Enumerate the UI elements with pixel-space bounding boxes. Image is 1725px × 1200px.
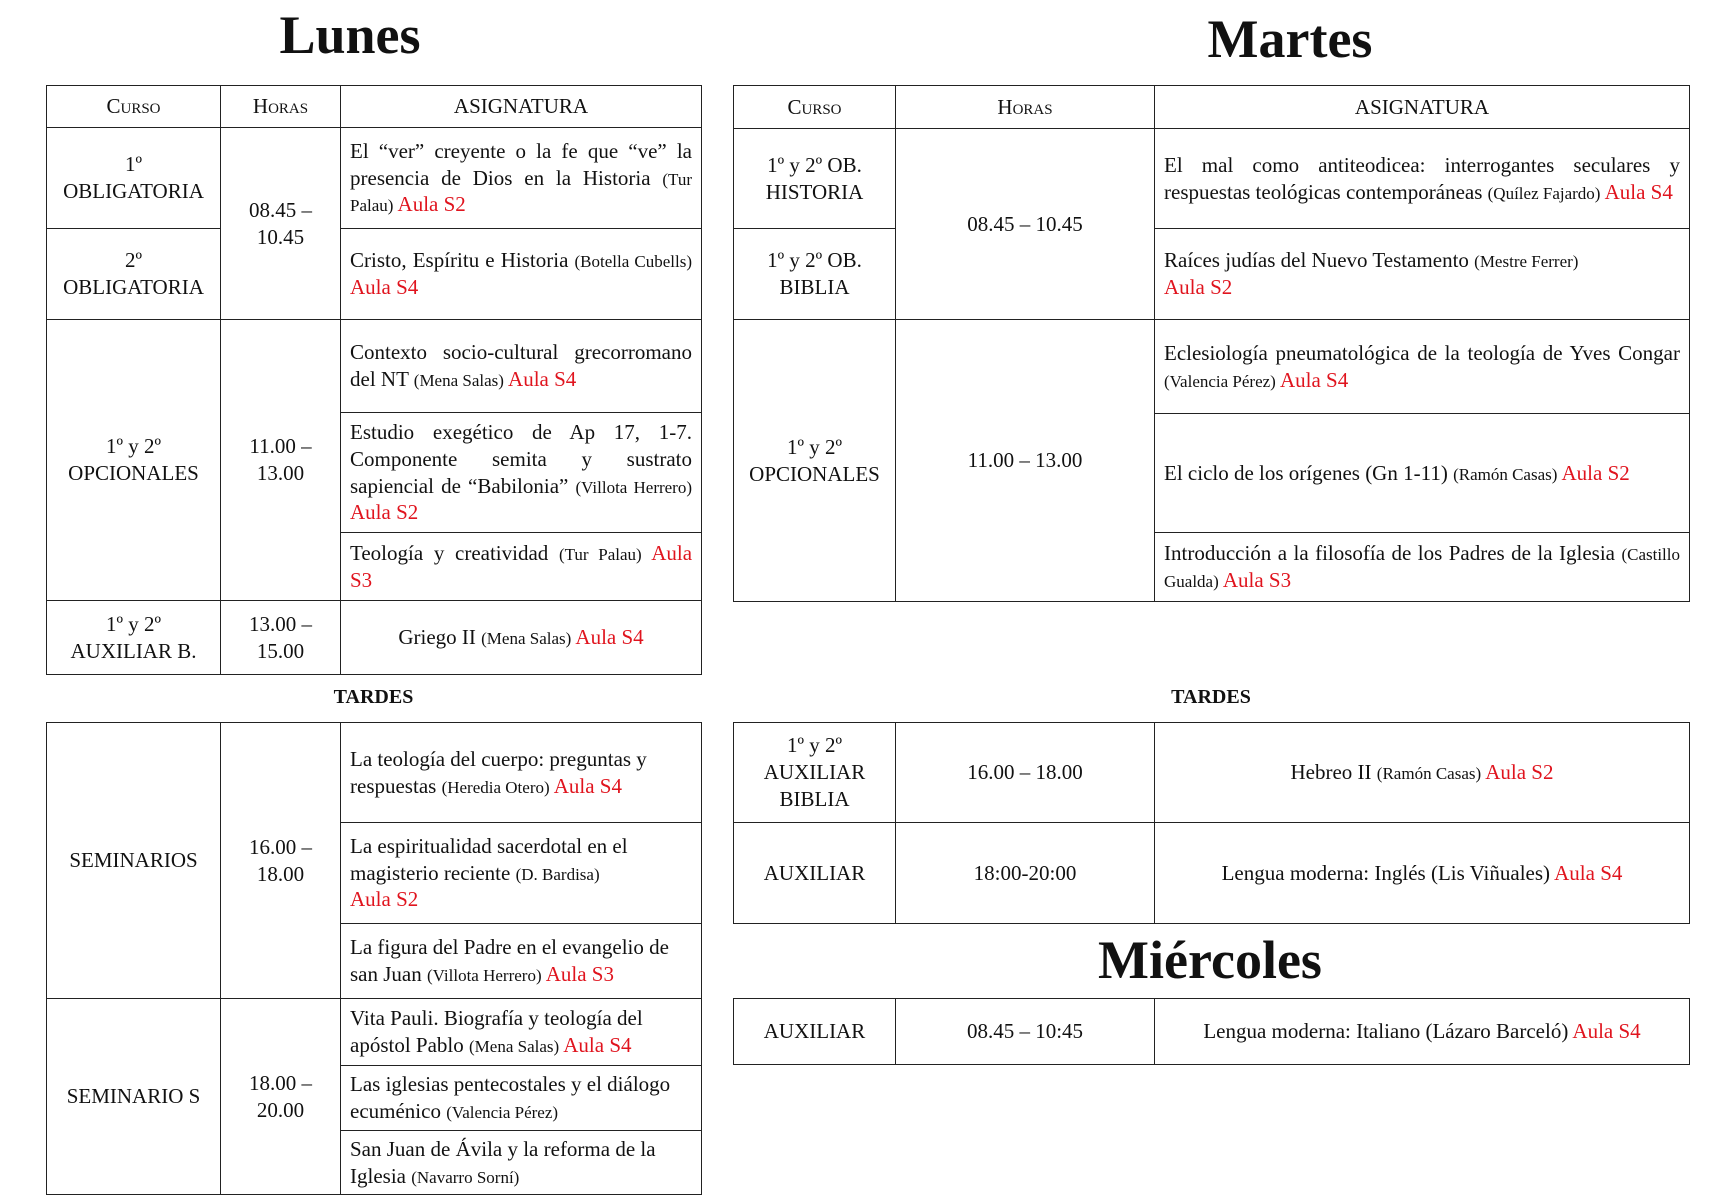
subject-cell bbox=[341, 229, 702, 320]
subject-title: La espiritualidad sacerdotal en el magisterio reciente bbox=[350, 833, 628, 885]
professor: (D. Bardisa) bbox=[515, 864, 600, 884]
subject-cell bbox=[341, 320, 702, 413]
horas-cell: 18:00-20:00 bbox=[896, 823, 1155, 924]
table-row bbox=[734, 723, 1690, 823]
aula-label: Aula S4 bbox=[1572, 1019, 1641, 1044]
curso-cell: SEMINARIOS bbox=[47, 723, 221, 999]
subject-cell bbox=[341, 128, 702, 229]
professor: (Villota Herrero) bbox=[575, 477, 693, 497]
professor: (Valencia Pérez) bbox=[1164, 371, 1276, 391]
subject-cell bbox=[1155, 414, 1690, 533]
aula-label: Aula S4 bbox=[1554, 860, 1623, 885]
curso-cell: 1º y 2º AUXILIAR BIBLIA bbox=[734, 723, 896, 823]
subject-title: Eclesiología pneumatológica de la teología de Yves Congar bbox=[1164, 340, 1680, 365]
header-horas: Horas bbox=[221, 86, 341, 128]
subject-title: Vita Pauli. Biografía y teología del apóstol Pablo bbox=[350, 1006, 643, 1057]
subject-cell bbox=[341, 924, 702, 999]
subject-cell bbox=[341, 999, 702, 1066]
professor: (Ramón Casas) bbox=[1453, 464, 1558, 484]
aula-label: Aula S2 bbox=[350, 887, 419, 912]
subject-title: La teología del cuerpo: preguntas y respuestas bbox=[350, 746, 647, 798]
horas-cell: 11.00 – 13.00 bbox=[896, 320, 1155, 602]
subject-title: Griego II bbox=[398, 625, 476, 650]
subject-title: Estudio exegético de Ap 17, 1-7. Componente semita y sustrato sapiencial de “Babilonia” bbox=[350, 419, 692, 498]
aula-label: Aula S4 bbox=[575, 625, 644, 650]
subject-cell bbox=[341, 723, 702, 823]
subject-title: El ciclo de los orígenes (Gn 1-11) bbox=[1164, 460, 1448, 485]
aula-label: Aula S3 bbox=[350, 540, 693, 592]
subject-cell bbox=[341, 1066, 702, 1131]
subject-title: Las iglesias pentecostales y el diálogo ecuménico bbox=[350, 1072, 671, 1123]
table-row bbox=[734, 999, 1690, 1065]
subject-cell bbox=[341, 413, 702, 533]
table-row bbox=[47, 320, 702, 413]
subject-cell bbox=[1155, 823, 1690, 924]
professor: (Tur Palau) bbox=[350, 169, 692, 216]
professor: (Villota Herrero) bbox=[427, 966, 542, 985]
aula-label: Aula S4 bbox=[553, 773, 622, 798]
professor: (Heredia Otero) bbox=[441, 777, 550, 797]
table-row bbox=[47, 229, 702, 320]
professor: (Mena Salas) bbox=[469, 1037, 560, 1056]
aula-label: Aula S3 bbox=[545, 962, 614, 986]
subject-cell bbox=[1155, 129, 1690, 229]
lunes-tardes-label: TARDES bbox=[333, 686, 414, 708]
lunes-morning-table bbox=[46, 85, 702, 675]
subject-cell bbox=[1155, 533, 1690, 602]
curso-cell: 1º y 2º OPCIONALES bbox=[734, 320, 896, 602]
subject-cell bbox=[341, 533, 702, 601]
table-row bbox=[734, 129, 1690, 229]
subject-cell bbox=[1155, 320, 1690, 414]
header-asignatura: ASIGNATURA bbox=[341, 86, 702, 128]
lunes-title: Lunes bbox=[279, 5, 421, 65]
aula-label: Aula S4 bbox=[1279, 367, 1349, 392]
subject-title: Cristo, Espíritu e Historia bbox=[350, 248, 569, 273]
horas-cell: 16.00 – 18.00 bbox=[896, 723, 1155, 823]
subject-cell bbox=[341, 601, 702, 675]
curso-cell: 2º OBLIGATORIA bbox=[47, 229, 221, 320]
miercoles-title: Miércoles bbox=[1098, 930, 1322, 990]
subject-cell bbox=[341, 1131, 702, 1195]
professor: (Mestre Ferrer) bbox=[1474, 252, 1579, 272]
professor: (Navarro Sorní) bbox=[411, 1167, 520, 1187]
horas-cell: 08.45 – 10.45 bbox=[221, 128, 341, 320]
curso-cell: 1º y 2º OPCIONALES bbox=[47, 320, 221, 601]
aula-label: Aula S2 bbox=[1561, 460, 1630, 485]
professor: (Valencia Pérez) bbox=[446, 1103, 559, 1122]
subject-cell bbox=[1155, 723, 1690, 823]
martes-afternoon-table bbox=[733, 722, 1690, 924]
table-row bbox=[47, 999, 702, 1066]
aula-label: Aula S2 bbox=[1164, 275, 1233, 299]
horas-cell: 13.00 – 15.00 bbox=[221, 601, 341, 675]
professor: (Ramón Casas) bbox=[1376, 764, 1482, 784]
horas-cell: 16.00 – 18.00 bbox=[221, 723, 341, 999]
horas-cell: 08.45 – 10:45 bbox=[896, 999, 1155, 1065]
professor: (Botella Cubells) bbox=[574, 252, 692, 272]
professor: (Castillo Gualda) bbox=[1164, 545, 1681, 591]
miercoles-table bbox=[733, 998, 1690, 1065]
aula-label: Aula S4 bbox=[563, 1033, 632, 1057]
curso-cell: AUXILIAR bbox=[734, 823, 896, 924]
martes-tardes-label: TARDES bbox=[1171, 686, 1251, 708]
subject-cell bbox=[1155, 229, 1690, 320]
professor: (Quílez Fajardo) bbox=[1487, 183, 1601, 203]
subject-cell bbox=[341, 823, 702, 924]
header-horas: Horas bbox=[896, 86, 1155, 129]
martes-morning-table bbox=[733, 85, 1690, 602]
aula-label: Aula S2 bbox=[397, 192, 466, 217]
curso-cell: AUXILIAR bbox=[734, 999, 896, 1065]
aula-label: Aula S4 bbox=[350, 275, 419, 299]
header-asignatura: ASIGNATURA bbox=[1155, 86, 1690, 129]
curso-cell: 1º y 2º OB. HISTORIA bbox=[734, 129, 896, 229]
aula-label: Aula S2 bbox=[1485, 760, 1554, 785]
header-curso: Curso bbox=[47, 86, 221, 128]
subject-title: San Juan de Ávila y la reforma de la Iglesia bbox=[350, 1136, 656, 1188]
professor: (Tur Palau) bbox=[558, 544, 642, 564]
subject-title: Teología y creatividad bbox=[350, 540, 549, 565]
subject-title: Hebreo II bbox=[1290, 760, 1372, 785]
table-row bbox=[47, 723, 702, 823]
subject-cell bbox=[1155, 999, 1690, 1065]
curso-cell: SEMINARIO S bbox=[47, 999, 221, 1195]
table-row bbox=[734, 823, 1690, 924]
curso-cell: 1º y 2º AUXILIAR B. bbox=[47, 601, 221, 675]
aula-label: Aula S3 bbox=[1222, 568, 1292, 592]
lunes-afternoon-table bbox=[46, 722, 702, 1195]
subject-title: Contexto socio-cultural grecorromano del NT bbox=[350, 340, 692, 391]
subject-title: El mal como antiteodicea: interrogantes seculares y respuestas teológicas contemporáneas bbox=[1164, 152, 1680, 204]
table-row bbox=[47, 128, 702, 229]
horas-cell: 11.00 – 13.00 bbox=[221, 320, 341, 601]
table-row bbox=[734, 320, 1690, 414]
aula-label: Aula S2 bbox=[350, 500, 419, 525]
subject-title: Lengua moderna: Italiano (Lázaro Barceló) bbox=[1203, 1019, 1569, 1044]
aula-label: Aula S4 bbox=[508, 367, 577, 391]
martes-title: Martes bbox=[1207, 9, 1373, 69]
horas-cell: 08.45 – 10.45 bbox=[896, 129, 1155, 320]
curso-cell: 1º OBLIGATORIA bbox=[47, 128, 221, 229]
curso-cell: 1º y 2º OB. BIBLIA bbox=[734, 229, 896, 320]
subject-title: Lengua moderna: Inglés (Lis Viñuales) bbox=[1221, 860, 1551, 885]
aula-label: Aula S4 bbox=[1604, 179, 1673, 204]
subject-title: Raíces judías del Nuevo Testamento bbox=[1164, 248, 1469, 273]
table-row bbox=[734, 229, 1690, 320]
horas-cell: 18.00 – 20.00 bbox=[221, 999, 341, 1195]
professor: (Mena Salas) bbox=[481, 629, 572, 649]
header-curso: Curso bbox=[734, 86, 896, 129]
subject-title: La figura del Padre en el evangelio de san Juan bbox=[350, 935, 669, 986]
professor: (Mena Salas) bbox=[413, 371, 504, 390]
subject-title: Introducción a la filosofía de los Padres de la Iglesia bbox=[1164, 541, 1615, 566]
subject-title: El “ver” creyente o la fe que “ve” la presencia de Dios en la Historia bbox=[350, 138, 692, 190]
table-row bbox=[47, 601, 702, 675]
